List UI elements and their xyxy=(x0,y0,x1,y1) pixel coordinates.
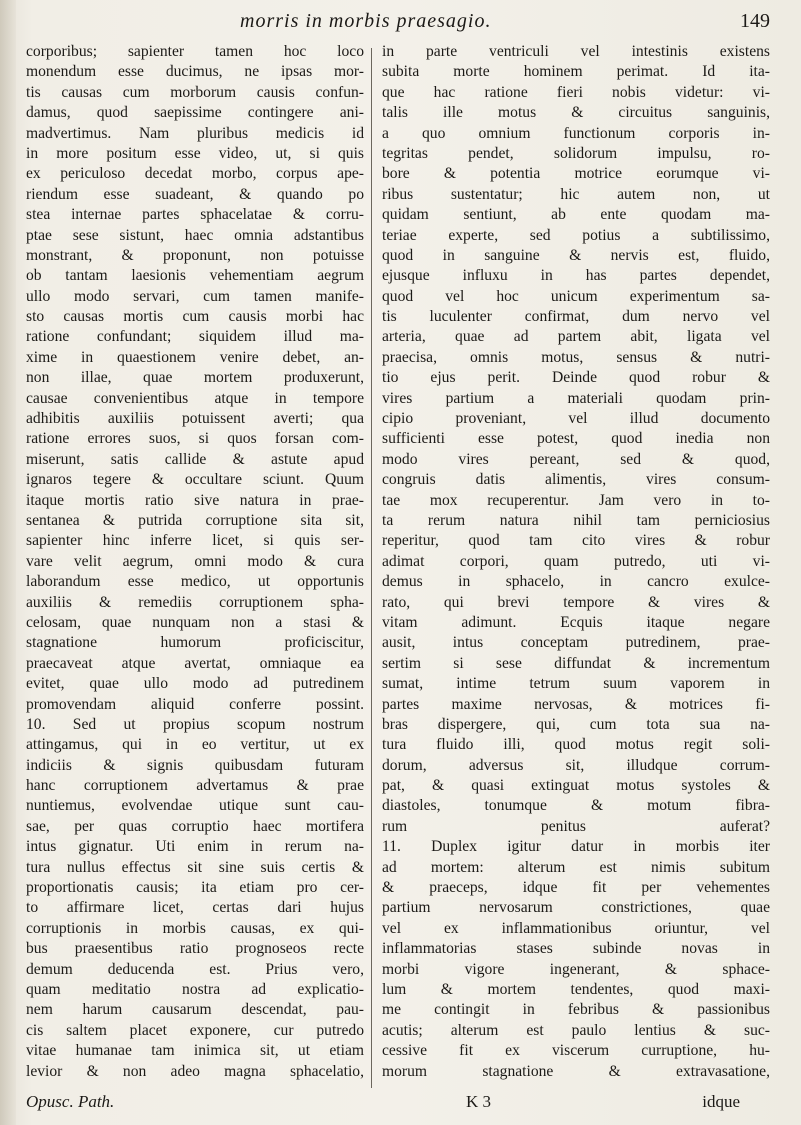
text-line: demum deducenda est. Prius vero, xyxy=(26,960,364,978)
text-line: tis luculenter confirmat, dum nervo vel xyxy=(382,308,770,326)
text-line: ausit, intus conceptam putredinem, prae- xyxy=(382,634,770,652)
text-line: tio ejus perit. Deinde quod robur & xyxy=(382,369,770,387)
text-line: arteria, quae ad partem abit, ligata vel xyxy=(382,328,770,346)
text-line: vires partium a materiali quodam prin- xyxy=(382,389,770,407)
text-line: ejusque influxu in has partes dependet, xyxy=(382,267,770,285)
text-line: auxiliis & remediis corruptionem spha- xyxy=(26,593,364,611)
text-line: ratione confundant; siquidem illud ma- xyxy=(26,328,364,346)
text-line: congruis datis alimentis, vires consum- xyxy=(382,471,770,489)
text-line: celosam, quae nunquam non a stasi & xyxy=(26,613,364,631)
text-line: nuntiemus, evolvendae utique sunt cau- xyxy=(26,797,364,815)
text-line: rum penitus auferat? xyxy=(382,817,770,835)
text-line: miserunt, satis callide & astute apud xyxy=(26,450,364,468)
signature-line: Opusc. Path. xyxy=(26,1092,115,1111)
text-line: intus gignatur. Uti enim in rerum na- xyxy=(26,838,364,856)
text-line: proportionatis causis; ita etiam pro cer- xyxy=(26,879,364,897)
text-line: cessive fit ex viscerum curruptione, hu- xyxy=(382,1042,770,1060)
text-line: levior & non adeo magna sphacelatio, xyxy=(26,1062,364,1080)
right-text-column xyxy=(382,42,770,1082)
text-line: sapienter hinc inferre licet, si quis ser- xyxy=(26,532,364,550)
text-line: sentanea & putrida corruptione sita sit, xyxy=(26,511,364,529)
text-line: tura nullus effectus sit sine suis certis & xyxy=(26,858,364,876)
text-line: rato, qui brevi tempore & vires & xyxy=(382,593,770,611)
text-line: in more positum esse video, ut, si quis xyxy=(26,144,364,162)
text-line: corporibus; sapienter tamen hoc loco xyxy=(26,43,364,60)
left-text-column xyxy=(26,42,364,1082)
text-line: ad mortem: alterum est nimis subitum xyxy=(382,858,770,876)
text-line: acutis; alterum est paulo lentius & suc- xyxy=(382,1021,770,1039)
text-line: partium nervosarum constrictiones, quae xyxy=(382,899,770,917)
text-line: 10. Sed ut propius scopum nostrum xyxy=(26,715,364,733)
page-gutter xyxy=(0,0,16,1125)
text-line: laborandum esse medico, ut opportunis xyxy=(26,573,364,591)
text-line: me contingit in febribus & passionibus xyxy=(382,1001,770,1019)
text-line: vare velit aegrum, omni modo & cura xyxy=(26,552,364,570)
text-line: sto causas mortis cum causis morbi hac xyxy=(26,308,364,326)
text-line: quod in sanguine & nervis est, fluido, xyxy=(382,246,770,264)
page-number: 149 xyxy=(740,10,770,32)
text-line: promovendam aliquid conferre possint. xyxy=(26,695,364,713)
text-line: damus, quod saepissime contingere ani- xyxy=(26,104,364,122)
text-line: subita morte hominem perimat. Id ita- xyxy=(382,63,770,81)
text-line: vel ex inflammationibus oriuntur, vel xyxy=(382,919,770,937)
text-line: tae mox recuperentur. Jam vero in to- xyxy=(382,491,770,509)
text-line: madvertimus. Nam pluribus medicis id xyxy=(26,124,364,142)
text-line: evitet, quae ullo modo ad putredinem xyxy=(26,675,364,693)
text-line: & praeceps, idque fit per vehementes xyxy=(382,879,770,897)
text-line: quod vel hoc unicum experimentum sa- xyxy=(382,287,770,305)
text-line: vitae humanae tam inimica sit, ut etiam xyxy=(26,1042,364,1060)
text-line: monstrant, & proponunt, non potuisse xyxy=(26,246,364,264)
text-line: to affirmare licet, certas dari hujus xyxy=(26,899,364,917)
text-line: tis causas cum morborum causis confun- xyxy=(26,83,364,101)
text-line: nem harum causarum descendat, pau- xyxy=(26,1001,364,1019)
text-line: que hac ratione fieri nobis videtur: vi- xyxy=(382,83,770,101)
text-line: sertim si sese diffundat & incrementum xyxy=(382,654,770,672)
text-line: diastoles, tonumque & motum fibra- xyxy=(382,797,770,815)
text-line: reperitur, quod tam cito vires & robur xyxy=(382,532,770,550)
text-line: partes maxime nervosas, & motrices fi- xyxy=(382,695,770,713)
text-line: sufficienti esse potest, quod inedia non xyxy=(382,430,770,448)
text-line: ex periculoso decedat morbo, corpus ape- xyxy=(26,165,364,183)
text-line: stagnatione humorum proficiscitur, xyxy=(26,634,364,652)
text-line: bras dispergere, qui, cum tota sua na- xyxy=(382,715,770,733)
text-line: stea internae partes sphacelatae & corru- xyxy=(26,206,364,224)
text-line: inflammatorias stases subinde novas in xyxy=(382,940,770,958)
text-line: bore & potentia motrice eorumque vi- xyxy=(382,165,770,183)
text-line: cis saltem placet exponere, cur putredo xyxy=(26,1021,364,1039)
text-line: monendum esse ducimus, ne ipsas mor- xyxy=(26,63,364,81)
text-line: cipio proveniant, vel illud documento xyxy=(382,410,770,428)
text-line: demus in sphacelo, in cancro exulce- xyxy=(382,573,770,591)
text-line: modo vires pereant, sed & quod, xyxy=(382,450,770,468)
text-line: ptae sese sistunt, haec omnia adstantibus xyxy=(26,226,364,244)
text-line: ta rerum natura nihil tam perniciosius xyxy=(382,511,770,529)
text-line: morbi vigore ingenerant, & sphace- xyxy=(382,960,770,978)
column-divider xyxy=(371,48,372,1088)
text-line: adimat corpori, quam putredo, uti vi- xyxy=(382,552,770,570)
text-line: bus praesentibus ratio prognoseos recte xyxy=(26,940,364,958)
text-line: dorum, adversus sit, illudque corrum- xyxy=(382,756,770,774)
text-line: ullo modo servari, cum tamen manife- xyxy=(26,287,364,305)
text-line: tegritas pendet, solidorum impulsu, ro- xyxy=(382,144,770,162)
text-line: praecaveat atque avertat, omniaque ea xyxy=(26,654,364,672)
text-line: non illae, quae mortem produxerunt, xyxy=(26,369,364,387)
text-line: itaque mortis ratio sive natura in prae- xyxy=(26,491,364,509)
text-line: lum & mortem tendentes, quod maxi- xyxy=(382,980,770,998)
text-line: riendum esse suadeant, & quando po xyxy=(26,185,364,203)
running-title: morris in morbis praesagio. xyxy=(240,10,492,32)
catchword: idque xyxy=(702,1092,740,1111)
text-line: sumat, intime tetrum suum vaporem in xyxy=(382,675,770,693)
text-line: teriae experte, sed potius a subtilissimo, xyxy=(382,226,770,244)
text-line: praecisa, omnis motus, sensus & nutri- xyxy=(382,348,770,366)
text-line: ignaros tegere & occultare sciunt. Quum xyxy=(26,471,364,489)
text-line: vitam adimunt. Ecquis itaque negare xyxy=(382,613,770,631)
running-header xyxy=(90,10,770,40)
sheet-mark: K 3 xyxy=(466,1092,492,1111)
text-line: ratione errores suos, si quos forsan com- xyxy=(26,430,364,448)
text-line: a quo omnium functionum corporis in- xyxy=(382,124,770,142)
text-line: ribus sustentatur; hic autem non, ut xyxy=(382,185,770,203)
text-line: attingamus, qui in eo vertitur, ut ex xyxy=(26,736,364,754)
text-line: indiciis & signis quibusdam futuram xyxy=(26,756,364,774)
text-line: xime in quaestionem venire debet, an- xyxy=(26,348,364,366)
page-footer xyxy=(26,1092,770,1118)
text-line: tura fluido illi, quod motus regit soli- xyxy=(382,736,770,754)
text-line: 11. Duplex igitur datur in morbis iter xyxy=(382,838,770,856)
text-line: ob tantam laesionis vehementiam aegrum xyxy=(26,267,364,285)
text-line: sae, per quas corruptio haec mortifera xyxy=(26,817,364,835)
text-line: causae convenientibus atque in tempore xyxy=(26,389,364,407)
text-line: quam meditatio nostra ad explicatio- xyxy=(26,980,364,998)
text-line: morum stagnatione & extravasatione, xyxy=(382,1062,770,1080)
text-line: quidam sentiunt, ab ente quodam ma- xyxy=(382,206,770,224)
text-line: adhibitis auxiliis potuissent averti; qua xyxy=(26,410,364,428)
text-line: hanc corruptionem advertamus & prae xyxy=(26,777,364,795)
text-line: pat, & quasi extinguat motus systoles & xyxy=(382,777,770,795)
text-line: talis ille motus & circuitus sanguinis, xyxy=(382,104,770,122)
text-line: corruptionis in morbis causas, ex qui- xyxy=(26,919,364,937)
text-line: in parte ventriculi vel intestinis existens xyxy=(382,43,770,60)
